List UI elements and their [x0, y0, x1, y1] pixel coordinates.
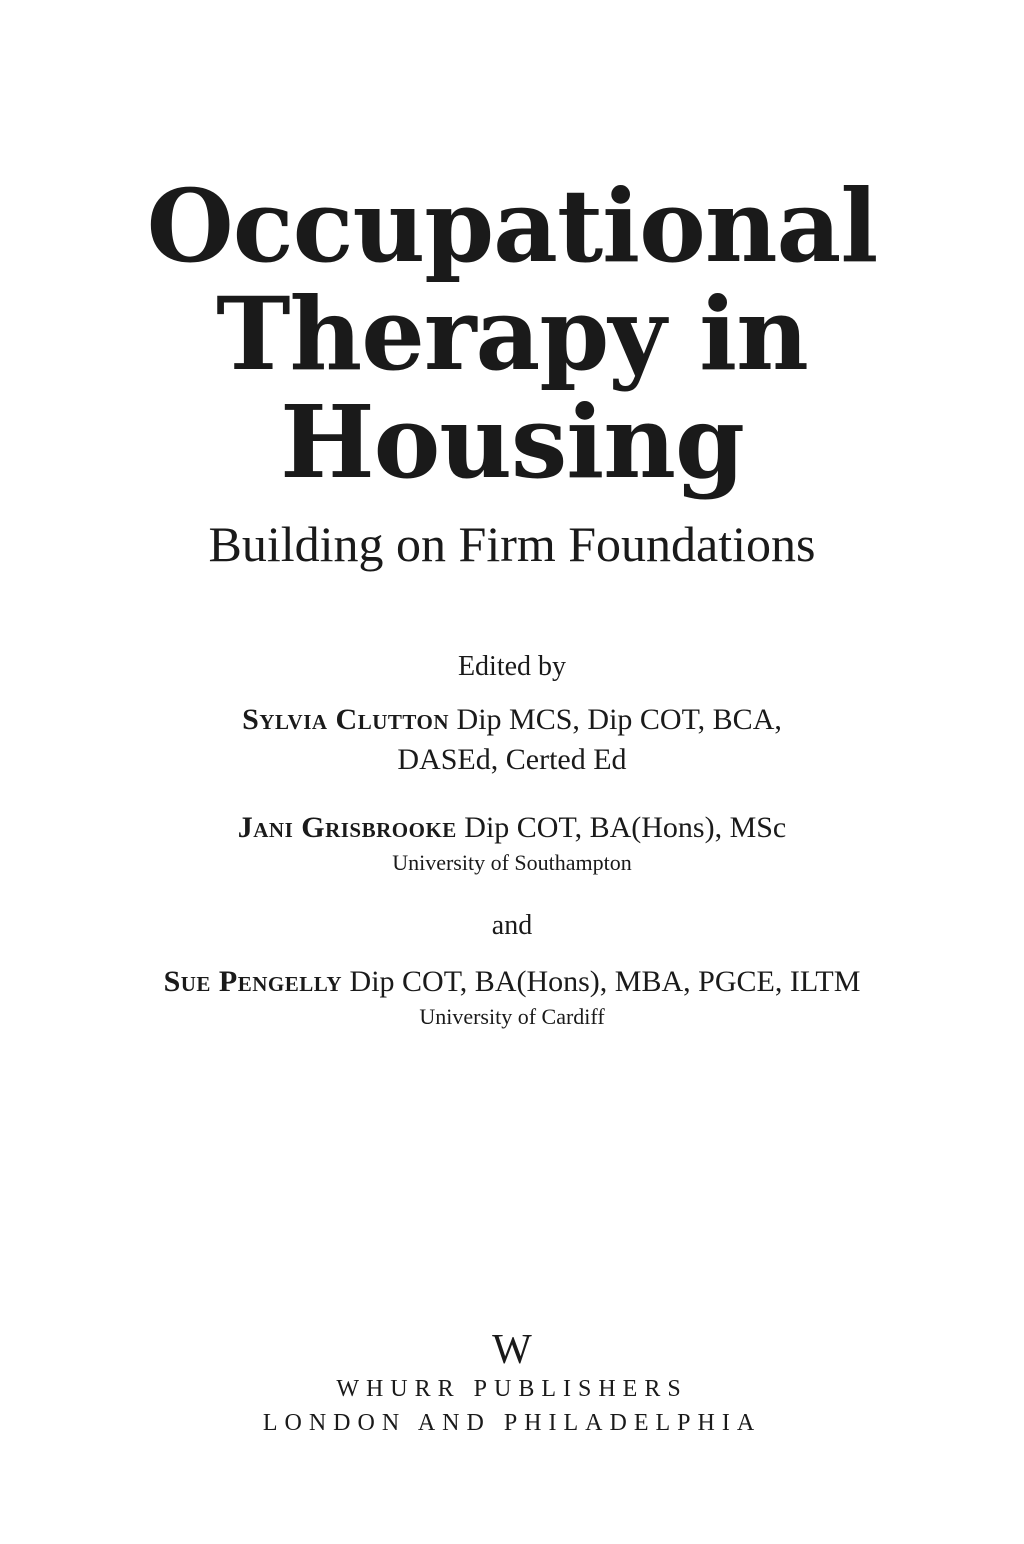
editor-credentials-continued: DASEd, Certed Ed — [397, 743, 627, 776]
editor-sue-pengelly — [0, 962, 1024, 1032]
publisher-cities: LONDON AND PHILADELPHIA — [262, 1410, 762, 1436]
editor-sylvia-clutton — [0, 700, 1024, 780]
editor-credentials: Dip MCS, Dip COT, BCA, — [456, 703, 782, 736]
editor-credentials: Dip COT, BA(Hons), MSc — [464, 811, 787, 844]
editor-affiliation: University of Cardiff — [419, 1004, 605, 1029]
title-line-2: Therapy in — [216, 275, 808, 393]
edited-by-label: Edited by — [457, 651, 567, 682]
book-title — [0, 167, 1024, 501]
publisher-logo: W — [492, 1327, 532, 1373]
editor-credentials: Dip COT, BA(Hons), MBA, PGCE, ILTM — [349, 965, 861, 998]
title-line-1: Occupational — [146, 167, 878, 285]
publisher-block — [0, 1328, 1024, 1440]
publisher-name: WHURR PUBLISHERS — [336, 1376, 688, 1402]
editor-name: Sylvia Clutton — [242, 703, 450, 736]
editor-affiliation: University of Southampton — [392, 850, 632, 875]
and-conjunction: and — [491, 910, 533, 941]
title-line-3: Housing — [280, 383, 744, 501]
editor-name: Sue Pengelly — [163, 965, 343, 998]
book-subtitle: Building on Firm Foundations — [208, 516, 816, 572]
editor-name: Jani Grisbrooke — [237, 811, 457, 844]
editor-jani-grisbrooke — [0, 808, 1024, 878]
